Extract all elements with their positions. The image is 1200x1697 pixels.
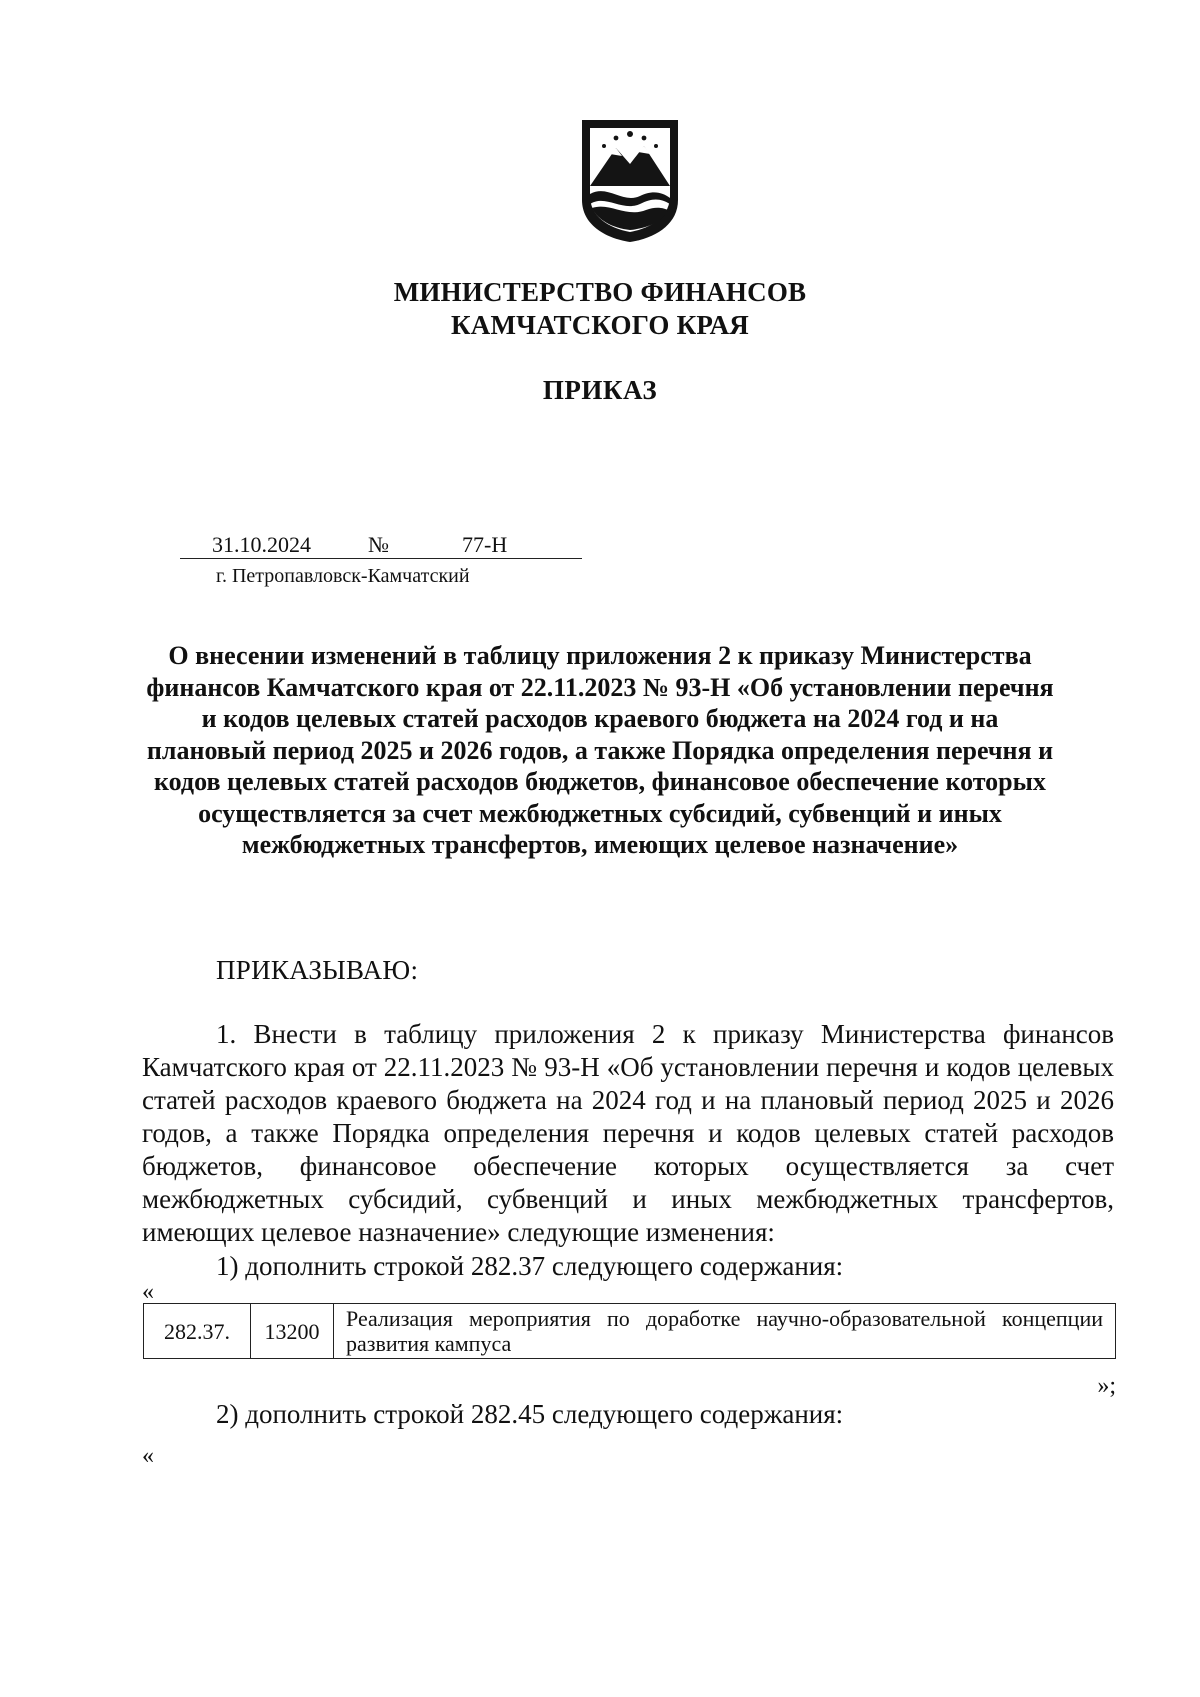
paragraph-1: 1. Внести в таблицу приложения 2 к приказу Министерства финансов Камчатского края от 22.11.2023 № 93-Н «Об установлении перечня и кодов целевых статей расходов краевого бюджета на 2024 год и на плановый период 2025 и 2026 годов, а также Порядка определения перечня и кодов целевых статей расходов бюджетов, финансовое обеспечение которых осуществляется за счет межбюджетных субсидий, субвенций и иных межбюджетных трансфертов, имеющих целевое назначение» следующие изменения: [142, 1019, 1114, 1247]
city: г. Петропавловск-Камчатский [216, 565, 470, 587]
item-1: 1) дополнить строкой 282.37 следующего содержания: [216, 1251, 844, 1281]
coat-of-arms-icon [576, 112, 684, 244]
codes-table [143, 1303, 1116, 1359]
table-row [144, 1304, 1116, 1359]
item-2: 2) дополнить строкой 282.45 следующего содержания: [216, 1399, 844, 1429]
table-cell-code: 282.37. [144, 1304, 251, 1359]
document-type: ПРИКАЗ [542, 375, 658, 405]
ministry-line-1: МИНИСТЕРСТВО ФИНАНСОВ [393, 277, 807, 307]
table-cell-name: Реализация мероприятия по доработке научно-образовательной концепции развития кампуса [334, 1304, 1116, 1359]
quote-close: »; [1097, 1373, 1116, 1399]
ministry-line-2: КАМЧАТСКОГО КРАЯ [451, 310, 749, 340]
order-number: 77-Н [462, 532, 508, 557]
document-title: О внесении изменений в таблицу приложения 2 к приказу Министерства финансов Камчатского края от 22.11.2023 № 93-Н «Об установлении перечня и кодов целевых статей расходов краевого бюджета на 2024 год и на плановый период 2025 и 2026 годов, а также Порядка определения перечня и кодов целевых статей расходов бюджетов, финансовое обеспечение которых осуществляется за счет межбюджетных субсидий, субвенций и иных межбюджетных трансфертов, имеющих целевое назначение» [146, 641, 1054, 859]
ministry-name [0, 276, 1200, 342]
quote-open-2: « [142, 1443, 154, 1469]
table-cell-number: 13200 [251, 1304, 334, 1359]
number-sign: № [368, 532, 389, 557]
order-word: ПРИКАЗЫВАЮ: [216, 955, 419, 985]
quote-open: « [142, 1279, 154, 1305]
order-date: 31.10.2024 [212, 532, 311, 557]
date-number-line [180, 532, 582, 559]
